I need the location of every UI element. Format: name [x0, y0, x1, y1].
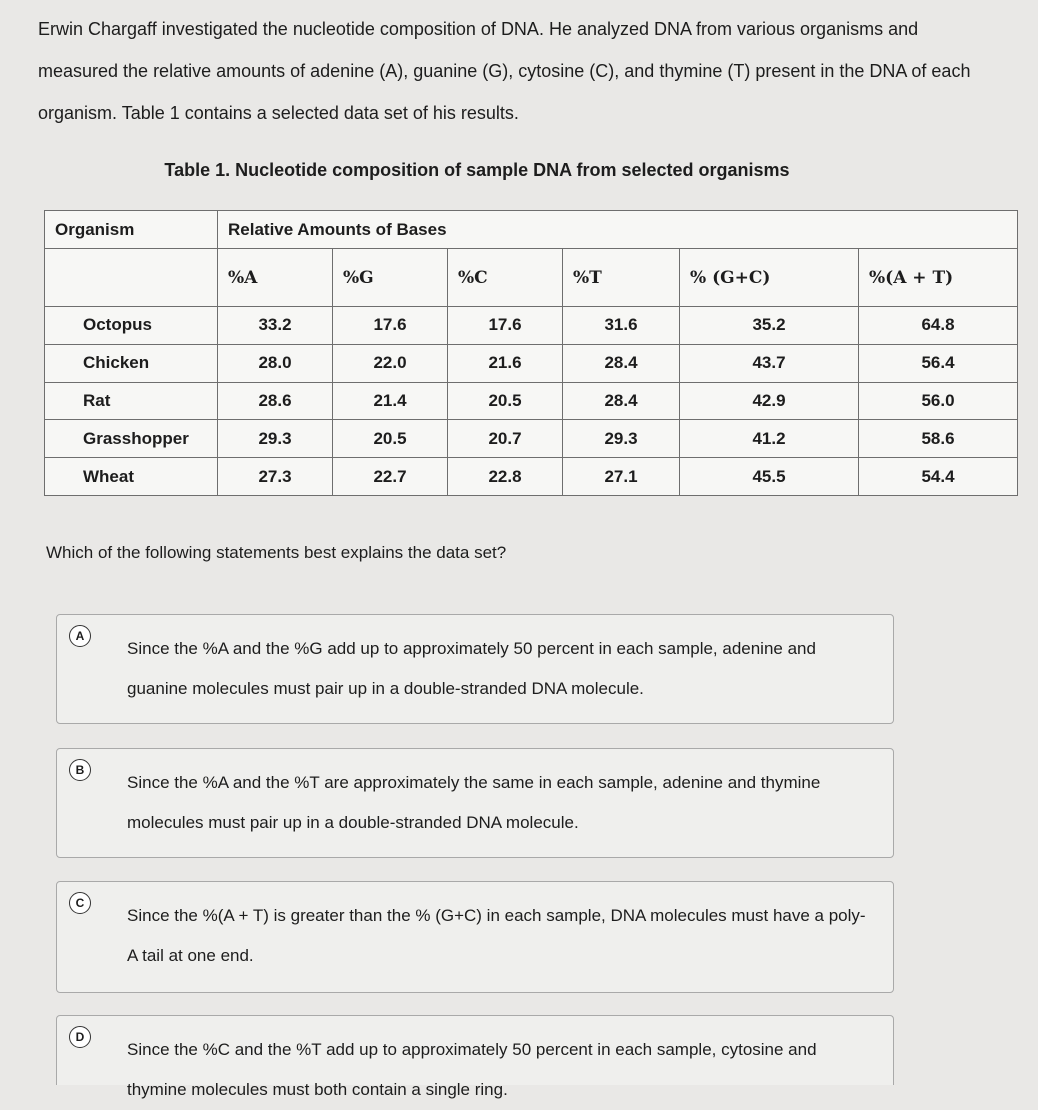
organism-cell: Grasshopper: [45, 420, 218, 458]
organism-cell: Rat: [45, 382, 218, 420]
option-b[interactable]: [56, 748, 894, 858]
value-cell: 29.3: [218, 420, 333, 458]
option-text: Since the %(A + T) is greater than the % (G+C) in each sample, DNA molecules must have a poly-A tail at one end.: [127, 906, 866, 965]
option-letter-badge: B: [69, 759, 91, 781]
table-row: [45, 307, 1018, 345]
value-cell: 27.1: [563, 458, 680, 496]
value-cell: 33.2: [218, 307, 333, 345]
value-cell: 28.6: [218, 382, 333, 420]
value-cell: 35.2: [680, 307, 859, 345]
organism-cell: Chicken: [45, 344, 218, 382]
value-cell: 22.7: [333, 458, 448, 496]
value-cell: 58.6: [859, 420, 1018, 458]
option-text: Since the %C and the %T add up to approximately 50 percent in each sample, cytosine and thymine molecules must both contain a single ring.: [127, 1040, 817, 1099]
value-cell: 17.6: [333, 307, 448, 345]
table-row: [45, 344, 1018, 382]
col-header: %(A + T): [859, 249, 1018, 307]
option-letter-badge: A: [69, 625, 91, 647]
value-cell: 28.4: [563, 344, 680, 382]
value-cell: 31.6: [563, 307, 680, 345]
value-cell: 43.7: [680, 344, 859, 382]
col-header: %A: [218, 249, 333, 307]
value-cell: 28.4: [563, 382, 680, 420]
option-letter-badge: C: [69, 892, 91, 914]
question-prompt: Which of the following statements best explains the data set?: [46, 543, 507, 562]
value-cell: 29.3: [563, 420, 680, 458]
value-cell: 17.6: [448, 307, 563, 345]
value-cell: 20.7: [448, 420, 563, 458]
col-header: %T: [563, 249, 680, 307]
header-blank: [45, 249, 218, 307]
option-text: Since the %A and the %T are approximately the same in each sample, adenine and thymine molecules must pair up in a double-stranded DNA molecule.: [127, 773, 821, 832]
option-d[interactable]: [56, 1015, 894, 1099]
value-cell: 56.0: [859, 382, 1018, 420]
organism-cell: Octopus: [45, 307, 218, 345]
value-cell: 64.8: [859, 307, 1018, 345]
value-cell: 20.5: [448, 382, 563, 420]
nucleotide-table: [44, 210, 1018, 496]
value-cell: 28.0: [218, 344, 333, 382]
value-cell: 20.5: [333, 420, 448, 458]
option-letter-badge: D: [69, 1026, 91, 1048]
value-cell: 21.4: [333, 382, 448, 420]
table-row: [45, 458, 1018, 496]
col-header: %G: [333, 249, 448, 307]
value-cell: 22.0: [333, 344, 448, 382]
col-header: %C: [448, 249, 563, 307]
value-cell: 22.8: [448, 458, 563, 496]
option-c[interactable]: [56, 881, 894, 993]
value-cell: 21.6: [448, 344, 563, 382]
header-relative-amounts: Relative Amounts of Bases: [218, 211, 1018, 249]
col-header: % (G+C): [680, 249, 859, 307]
value-cell: 41.2: [680, 420, 859, 458]
intro-paragraph: Erwin Chargaff investigated the nucleotide composition of DNA. He analyzed DNA from various organisms and measured the relative amounts of adenine (A), guanine (G), cytosine (C), and thymine (T) present in the DNA of each organism. Table 1 contains a selected data set of his results.: [38, 19, 971, 123]
value-cell: 56.4: [859, 344, 1018, 382]
value-cell: 54.4: [859, 458, 1018, 496]
table-row: [45, 420, 1018, 458]
value-cell: 27.3: [218, 458, 333, 496]
table-title: Table 1. Nucleotide composition of sample DNA from selected organisms: [164, 160, 790, 180]
table-row: [45, 382, 1018, 420]
value-cell: 42.9: [680, 382, 859, 420]
option-a[interactable]: [56, 614, 894, 724]
option-text: Since the %A and the %G add up to approximately 50 percent in each sample, adenine and guanine molecules must pair up in a double-stranded DNA molecule.: [127, 639, 816, 698]
value-cell: 45.5: [680, 458, 859, 496]
header-organism: Organism: [45, 211, 218, 249]
organism-cell: Wheat: [45, 458, 218, 496]
